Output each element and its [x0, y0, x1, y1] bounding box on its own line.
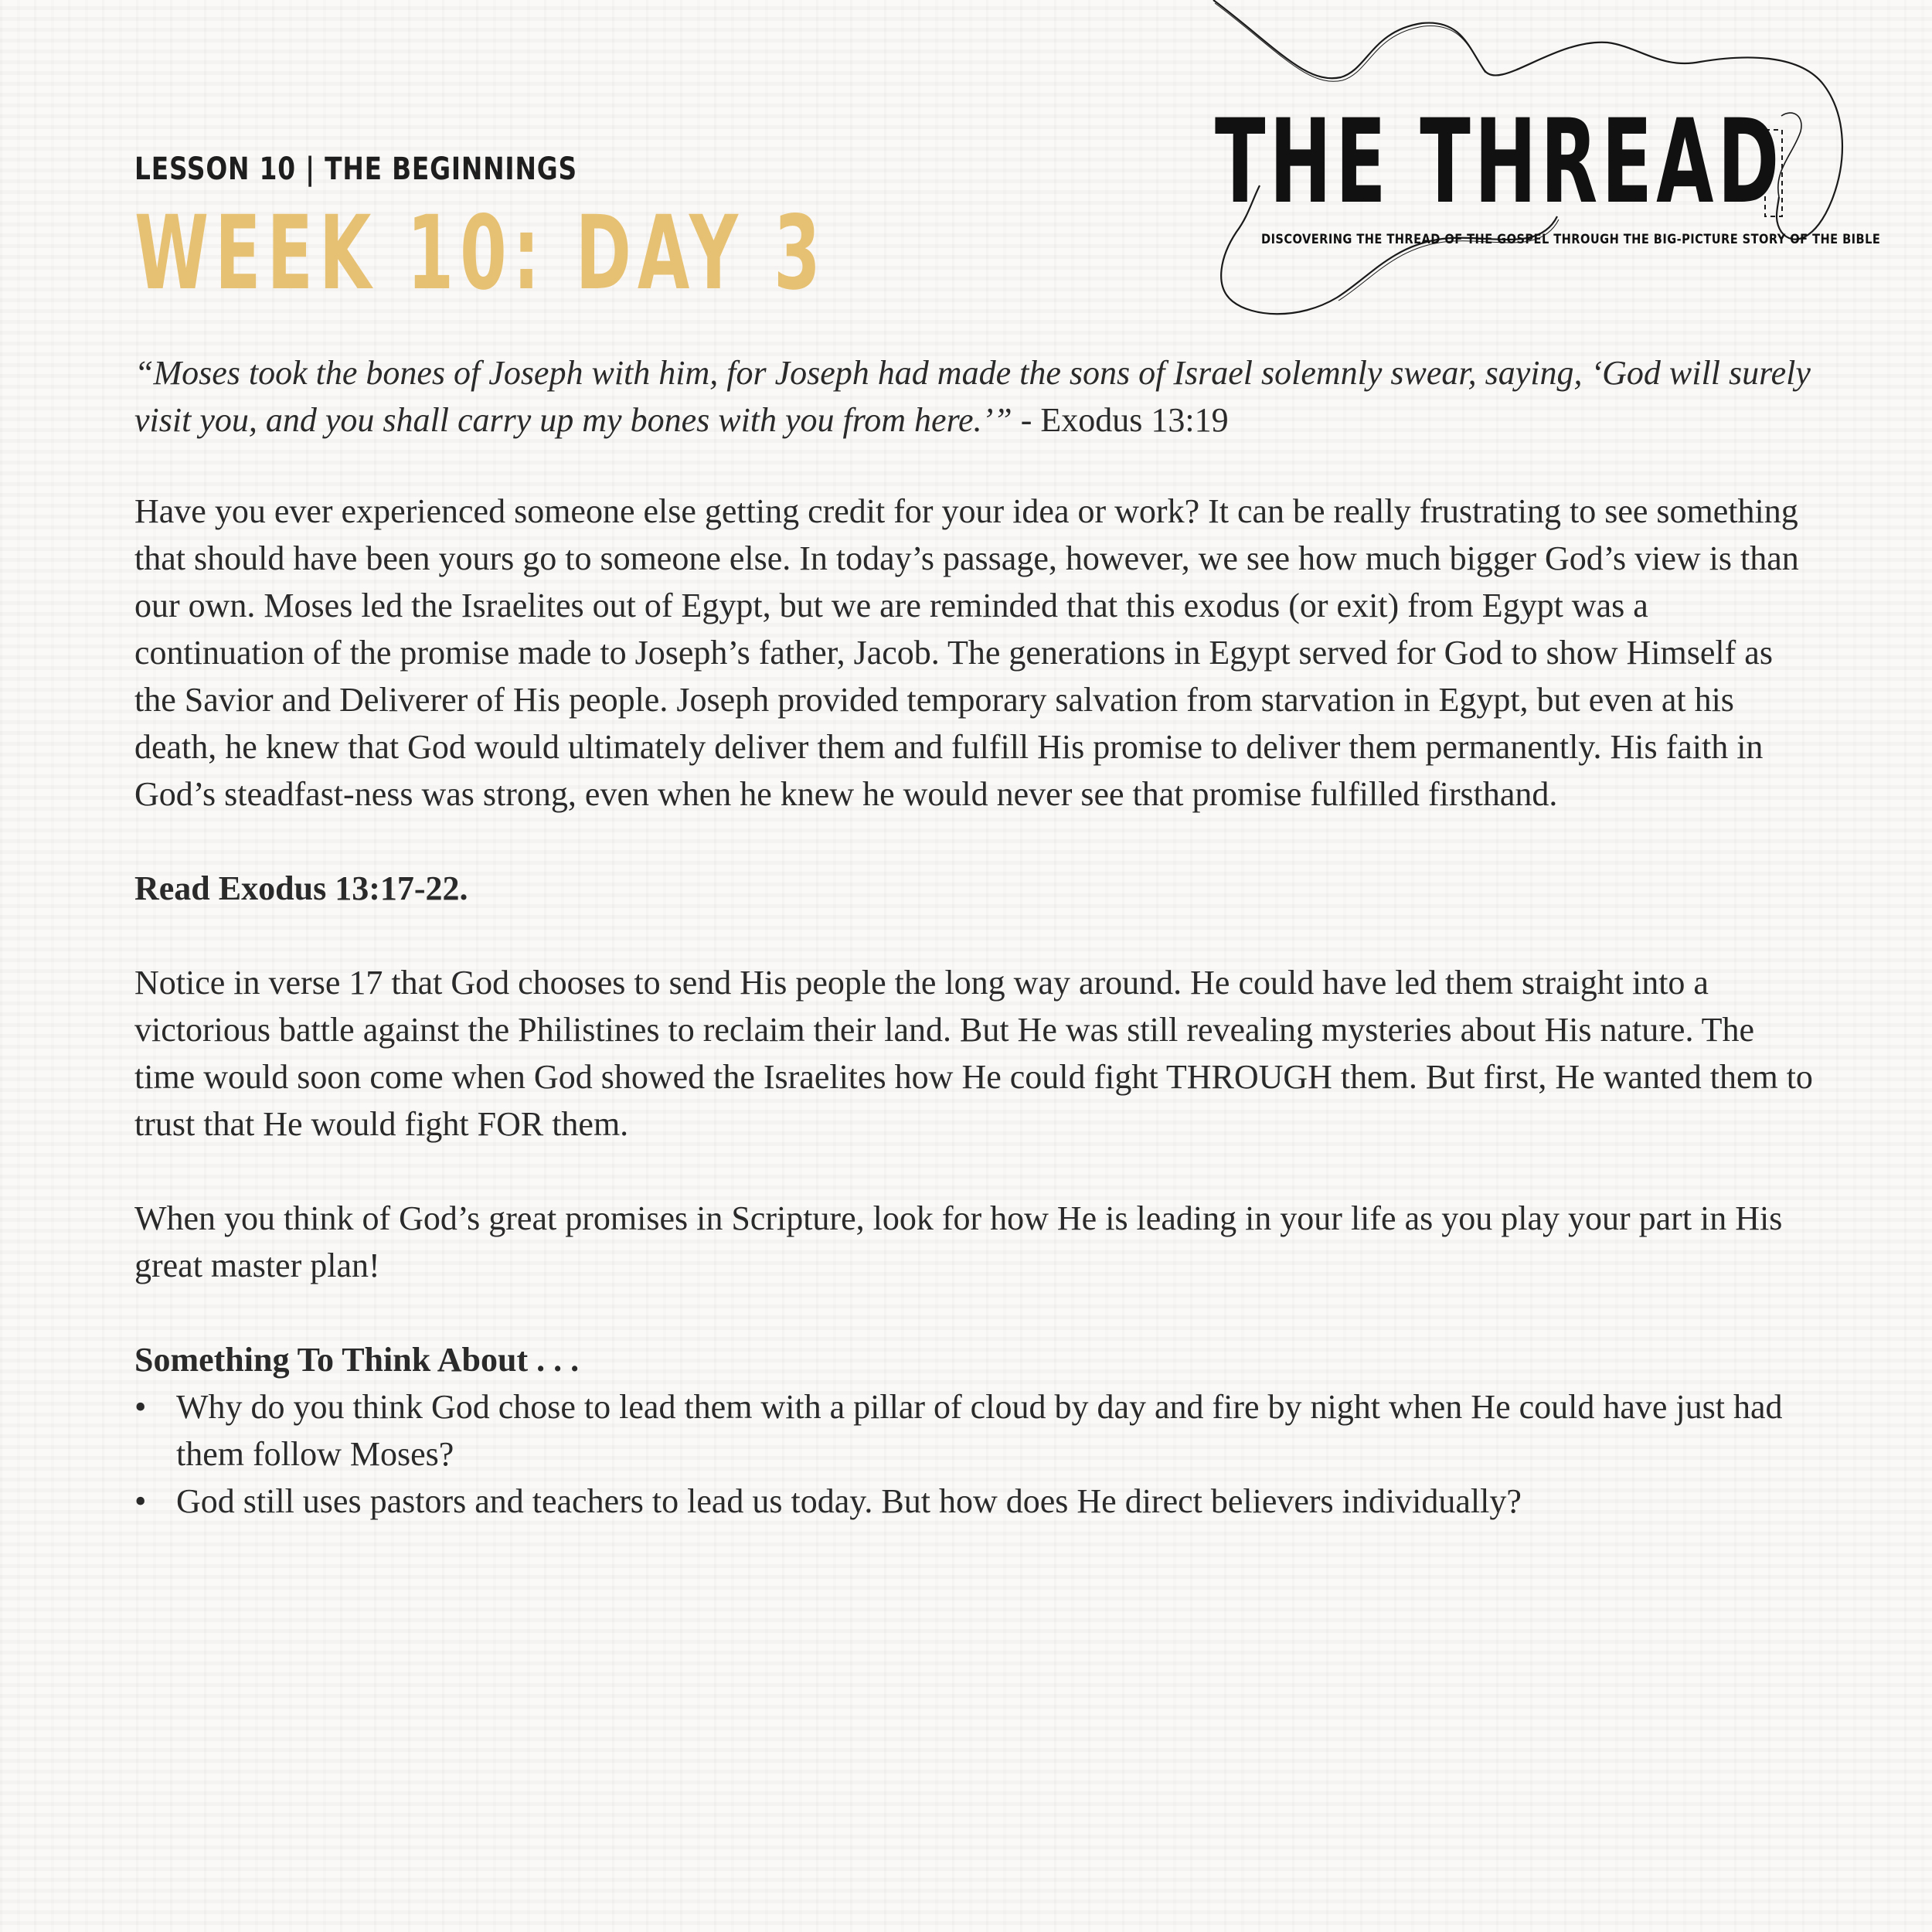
reading-assignment: Read Exodus 13:17-22.	[134, 869, 468, 907]
quote-text: “Moses took the bones of Joseph with him, for Joseph had made the sons of Israel solemnly swear, saying, ‘God will surely visit you, and you shall carry up my bones with you from here.’”	[134, 354, 1811, 439]
intro-paragraph: Have you ever experienced someone else getting credit for your idea or work? It can be really frustrating to see something that should have been yours go to someone else. In today’s passage, however, we see how much bigger God’s view is than our own. Moses led the Israelites out of Egypt, but we are reminded that this exodus (or exit) from Egypt was a continuation of the promise made to Joseph’s father, Jacob. The generations in Egypt served for God to show Himself as the Savior and Deliverer of His people. Joseph provided temporary salvation from starvation in Egypt, but even at his death, he knew that God would ultimately deliver them and fulfill His promise to deliver them permanently. His faith in God’s steadfast-ness was strong, even when he knew he would never see that promise fulfilled firsthand.	[134, 492, 1799, 813]
logo-tagline: DISCOVERING THE THREAD OF THE GOSPEL THROUGH THE BIG-PICTURE STORY OF THE BIBLE	[1261, 232, 1881, 247]
logo-title: THE THREAD	[1215, 95, 1784, 230]
closing-paragraph: When you think of God’s great promises in Scripture, look for how He is leading in your life as you play your part in His great master plan!	[134, 1199, 1783, 1284]
scripture-quote	[134, 349, 1819, 444]
quote-reference: - Exodus 13:19	[1012, 401, 1229, 439]
bullet-icon: •	[134, 1482, 147, 1520]
reflection-questions	[134, 1383, 1819, 1525]
lesson-label: LESSON 10 | THE BEGINNINGS	[134, 151, 577, 187]
bullet-icon: •	[134, 1388, 147, 1426]
page-title: WEEK 10: DAY 3	[134, 194, 827, 313]
the-thread-logo	[1206, 0, 1886, 332]
question-text: God still uses pastors and teachers to lead us today. But how does He direct believers individually?	[176, 1482, 1522, 1520]
devotional-content	[134, 349, 1819, 1525]
list-item	[134, 1478, 1819, 1525]
think-heading: Something To Think About . . .	[134, 1341, 580, 1379]
question-text: Why do you think God chose to lead them with a pillar of cloud by day and fire by night when He could have just had them follow Moses?	[176, 1388, 1783, 1473]
notice-paragraph: Notice in verse 17 that God chooses to send His people the long way around. He could have led them straight into a victorious battle against the Philistines to reclaim their land. But He was still revealing mysteries about His nature. The time would soon come when God showed the Israelites how He could fight THROUGH them. But first, He wanted them to trust that He would fight FOR them.	[134, 964, 1813, 1143]
list-item	[134, 1383, 1819, 1478]
